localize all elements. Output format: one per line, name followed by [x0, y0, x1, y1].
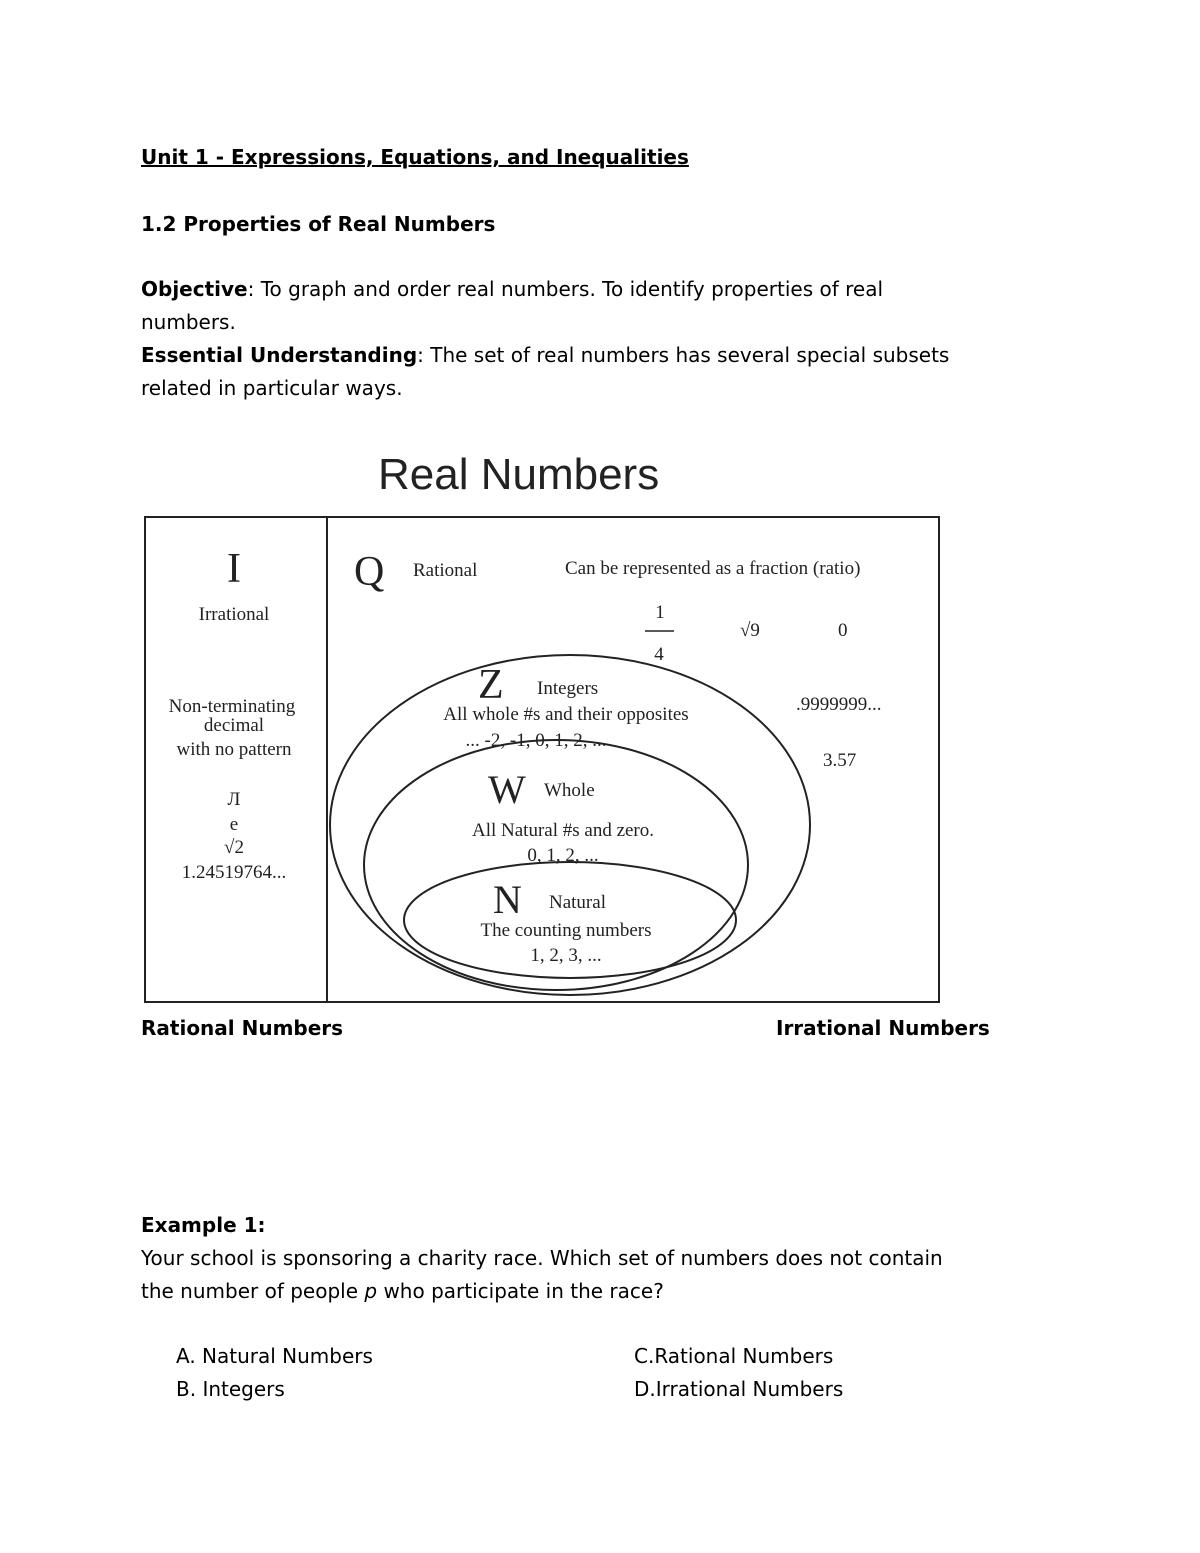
rational-example-zero: 0 — [838, 620, 848, 641]
choice-a-letter: A. — [176, 1344, 196, 1368]
essential-text-1: : The set of real numbers has several special subsets — [417, 343, 950, 367]
fraction-numerator: 1 — [655, 602, 665, 623]
choice-b-letter: B. — [176, 1377, 197, 1401]
choice-c-letter: C. — [634, 1344, 655, 1368]
irrational-example-e: e — [229, 814, 239, 835]
integers-name: Integers — [537, 678, 599, 699]
choice-b-text: Integers — [202, 1377, 285, 1401]
fraction-denominator: 4 — [654, 644, 664, 665]
rational-name: Rational — [413, 560, 478, 581]
example-variable-p: p — [364, 1279, 378, 1303]
natural-desc: The counting numbers — [480, 920, 652, 941]
example-1 — [141, 1209, 1141, 1308]
essential-label: Essential Understanding — [141, 343, 418, 367]
irrational-desc-2: decimal — [203, 715, 265, 736]
irrational-symbol: I — [227, 546, 241, 592]
irrational-example-root2: √2 — [224, 837, 244, 858]
rational-example-repeating: .9999999... — [796, 694, 882, 715]
example-question-2 — [141, 1275, 1141, 1308]
unit-title: Unit 1 - Expressions, Equations, and Inequalities — [141, 145, 689, 169]
choice-b — [176, 1373, 285, 1406]
whole-desc: All Natural #s and zero. — [471, 820, 655, 841]
integers-examples: ... -2, -1, 0, 1, 2, ... — [465, 730, 607, 751]
natural-examples: 1, 2, 3, ... — [530, 945, 602, 966]
rational-symbol: Q — [354, 549, 385, 595]
choice-a — [176, 1340, 373, 1373]
example-label-colon: : — [257, 1213, 266, 1237]
whole-symbol: W — [488, 767, 526, 812]
irrational-desc-1: Non-terminating — [168, 696, 296, 717]
natural-name: Natural — [549, 892, 606, 913]
choice-d-text: Irrational Numbers — [655, 1377, 844, 1401]
choice-a-text: Natural Numbers — [202, 1344, 373, 1368]
whole-name: Whole — [544, 780, 595, 801]
choice-c — [634, 1340, 833, 1373]
example-question-1: Your school is sponsoring a charity race. Which set of numbers does not contain — [141, 1246, 943, 1270]
rational-example-357: 3.57 — [823, 750, 857, 771]
irrational-example-pi: Л — [227, 789, 241, 810]
rational-desc: Can be represented as a fraction (ratio) — [565, 558, 861, 579]
example-label: Example 1 — [141, 1213, 258, 1237]
irrational-name: Irrational — [198, 604, 270, 625]
whole-examples: 0, 1, 2, ... — [527, 845, 599, 866]
diagram-title: Real Numbers — [378, 450, 660, 499]
essential-text-2: related in particular ways. — [141, 376, 403, 400]
example-question-2-pre: the number of people — [141, 1279, 365, 1303]
integers-desc: All whole #s and their opposites — [443, 704, 689, 725]
objective-label: Objective — [141, 277, 248, 301]
caption-irrational: Irrational Numbers — [776, 1016, 990, 1040]
objective-text-1: : To graph and order real numbers. To identify properties of real — [247, 277, 884, 301]
caption-rational: Rational Numbers — [141, 1016, 344, 1040]
lesson-title: 1.2 Properties of Real Numbers — [141, 212, 496, 236]
integers-symbol: Z — [478, 662, 504, 708]
example-question-2-post: who participate in the race? — [377, 1279, 664, 1303]
choice-d — [634, 1373, 843, 1406]
objective-text-2: numbers. — [141, 310, 236, 334]
choice-d-letter: D. — [634, 1377, 656, 1401]
irrational-desc-3: with no pattern — [176, 739, 292, 760]
natural-symbol: N — [493, 877, 522, 922]
rational-example-root9: √9 — [740, 620, 760, 641]
choice-c-text: Rational Numbers — [654, 1344, 834, 1368]
irrational-example-decimal: 1.24519764... — [181, 862, 287, 883]
